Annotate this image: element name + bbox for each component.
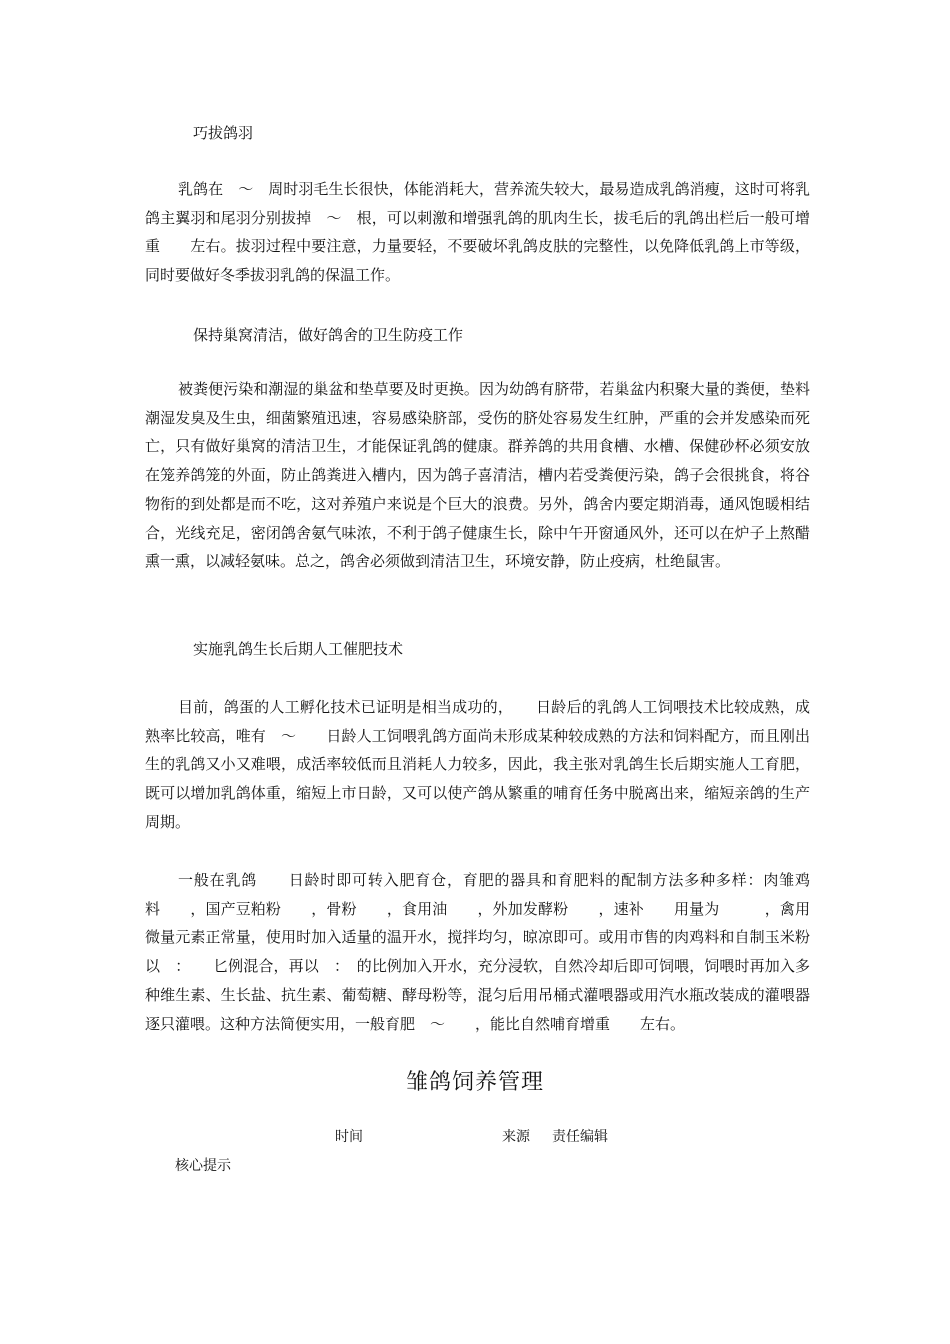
- article-title: 雏鸽饲养管理: [405, 1070, 544, 1095]
- paragraph-nest-hygiene: 被粪便污染和潮湿的巢盆和垫草要及时更换。因为幼鸽有脐带，若巢盆内积聚大量的粪便，垫料潮湿发臭及生虫，细菌繁殖迅速，容易感染脐部，受伤的脐处容易发生红肿，严重的会并发感染而死亡，只有做好巢窝的清洁卫生，才能保证乳鸽的健康。群养鸽的共用食槽、水槽、保健砂杯必须安放在笼养鸽笼的外面，防止鸽粪进入槽内，因为鸽子喜清洁，槽内若受粪便污染，鸽子会很挑食，将谷物衔的到处都是而不吃，这对养殖户来说是个巨大的浪费。另外，鸽舍内要定期消毒，通风饱暖相结合，光线充足，密闭鸽舍氨气味浓，不利于鸽子健康生长，除中午开窗通风外，还可以在炉子上熬醋熏一熏，以减轻氨味。总之，鸽舍必须做到清洁卫生，环境安静，防止疫病，杜绝鼠害。: [145, 380, 810, 571]
- section-heading-fattening: 实施乳鸽生长后期人工催肥技术: [193, 640, 404, 658]
- paragraph-feeding-method: 一般在乳鸽 日龄时即可转入肥育仓，育肥的器具和育肥料的配制方法多种多样：肉雏鸡料 ，国产豆粕粉 ，骨粉 ，食用油 ，外加发酵粉 ，速补 用量为 ，禽用微量元素正常量，使用时加入适量的温开水，搅拌均匀，晾凉即可。或用市售的肉鸡料和自制玉米粉以 ： 匕例混合，再以 ： 的比例加入开水，充分浸软，自然冷却后即可饲喂，饲喂时再加入多种维生素、生长盐、抗生素、葡萄糖、酵母粉等，混匀后用吊桶式灌喂器或用汽水瓶改装成的灌喂器逐只灌喂。这种方法简便实用，一般育肥 ～ ，能比自然哺育增重 左右。: [145, 871, 810, 1033]
- article-editor-label: 责任编辑: [552, 1129, 608, 1145]
- article-time-label: 时间: [335, 1129, 363, 1145]
- paragraph-fattening: 目前，鸽蛋的人工孵化技术已证明是相当成功的， 日龄后的乳鸽人工饲喂技术比较成熟，成熟率比较高，唯有 ～ 日龄人工饲喂乳鸽方面尚未形成某种较成熟的方法和饲料配方，而且刚出生的乳鸽又小又难喂，成活率较低而且消耗人力较多，因此，我主张对乳鸽生长后期实施人工育肥，既可以增加乳鸽体重，缩短上市日龄，又可以使产鸽从繁重的哺育任务中脱离出来，缩短亲鸽的生产周期。: [145, 698, 810, 831]
- article-source-label: 来源: [502, 1129, 530, 1145]
- section-heading-nest-hygiene: 保持巢窝清洁，做好鸽舍的卫生防疫工作: [193, 326, 464, 344]
- paragraph-pulling-feathers: 乳鸽在 ～ 周时羽毛生长很快，体能消耗大，营养流失较大，最易造成乳鸽消瘦，这时可将乳鸽主翼羽和尾羽分别拔掉 ～ 根，可以刺激和增强乳鸽的肌肉生长，拔毛后的乳鸽出栏后一般可增重 左右。拔羽过程中要注意，力量要轻，不要破坏乳鸽皮肤的完整性，以免降低乳鸽上市等级，同时要做好冬季拔羽乳鸽的保温工作。: [145, 180, 810, 285]
- section-heading-pulling-feathers: 巧拔鸽羽: [193, 124, 254, 142]
- core-hint-label: 核心提示: [175, 1158, 231, 1174]
